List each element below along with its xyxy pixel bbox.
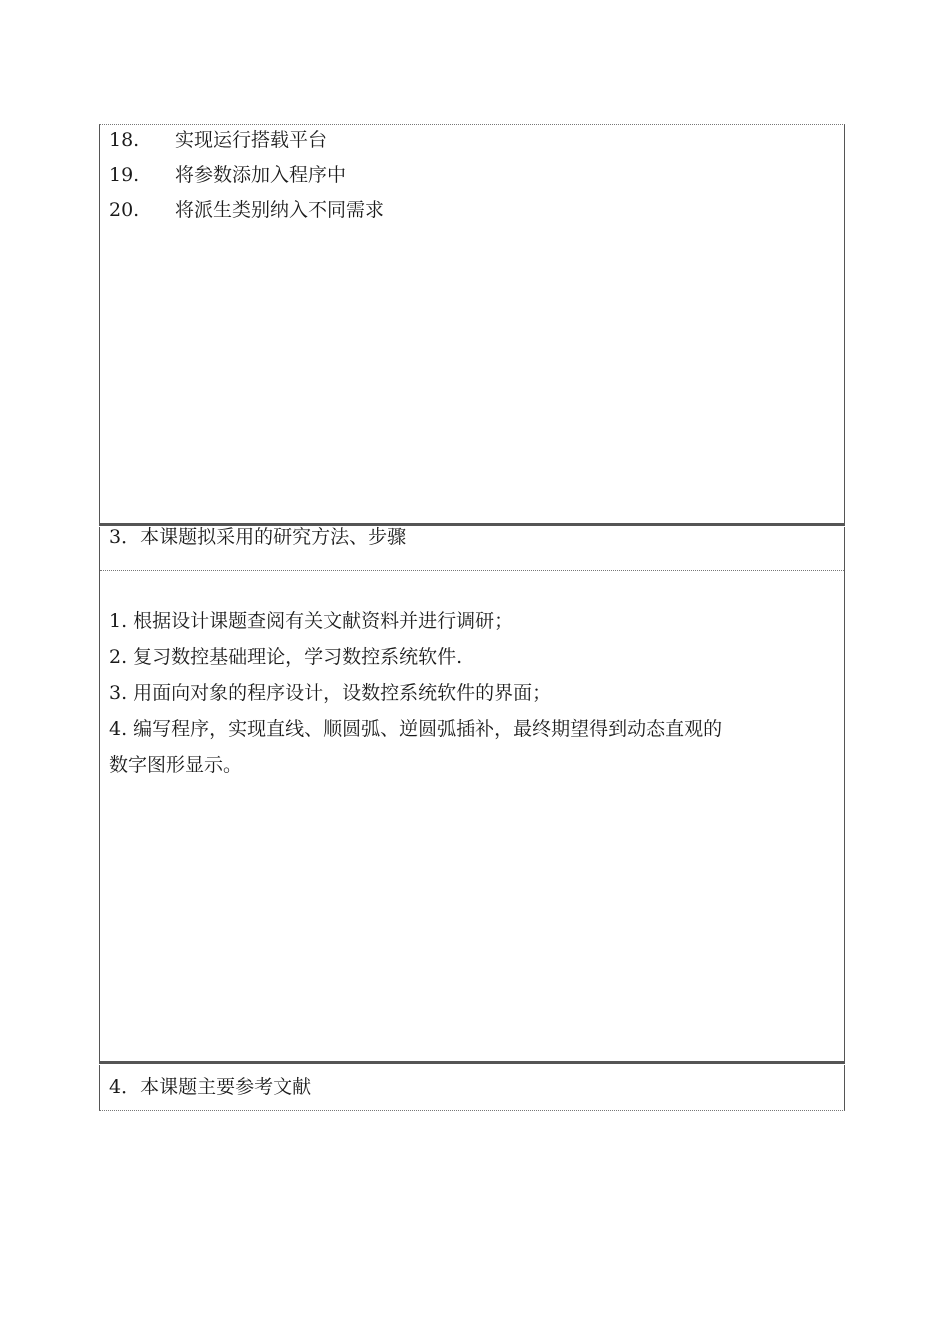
- method-step: 2. 复习数控基础理论，学习数控系统软件.: [109, 646, 463, 668]
- references-section: [99, 1065, 845, 1111]
- section-heading: 3．本课题拟采用的研究方法、步骤: [109, 526, 407, 548]
- list-item: [109, 127, 327, 153]
- method-step: 4. 编写程序，实现直线、顺圆弧、逆圆弧插补，最终期望得到动态直观的: [109, 718, 723, 740]
- list-item-number: 19.: [109, 164, 140, 186]
- method-step-continuation: 数字图形显示。: [109, 754, 243, 776]
- method-step: 3. 用面向对象的程序设计，设数控系统软件的界面；: [109, 682, 552, 704]
- list-item-text: 实现运行搭载平台: [175, 129, 328, 151]
- section-heading: 4．本课题主要参考文献: [109, 1076, 312, 1098]
- list-item: [109, 162, 346, 188]
- list-item-number: 18.: [109, 129, 140, 151]
- list-continuation-box: [99, 124, 845, 525]
- heading-divider: [100, 570, 844, 571]
- list-item-text: 将参数添加入程序中: [175, 164, 347, 186]
- list-item: [109, 197, 384, 223]
- method-step: 1. 根据设计课题查阅有关文献资料并进行调研；: [109, 610, 514, 632]
- section-divider: [99, 1061, 845, 1064]
- list-item-number: 20.: [109, 199, 140, 221]
- list-item-text: 将派生类别纳入不同需求: [175, 199, 385, 221]
- research-methods-section: [99, 527, 845, 1063]
